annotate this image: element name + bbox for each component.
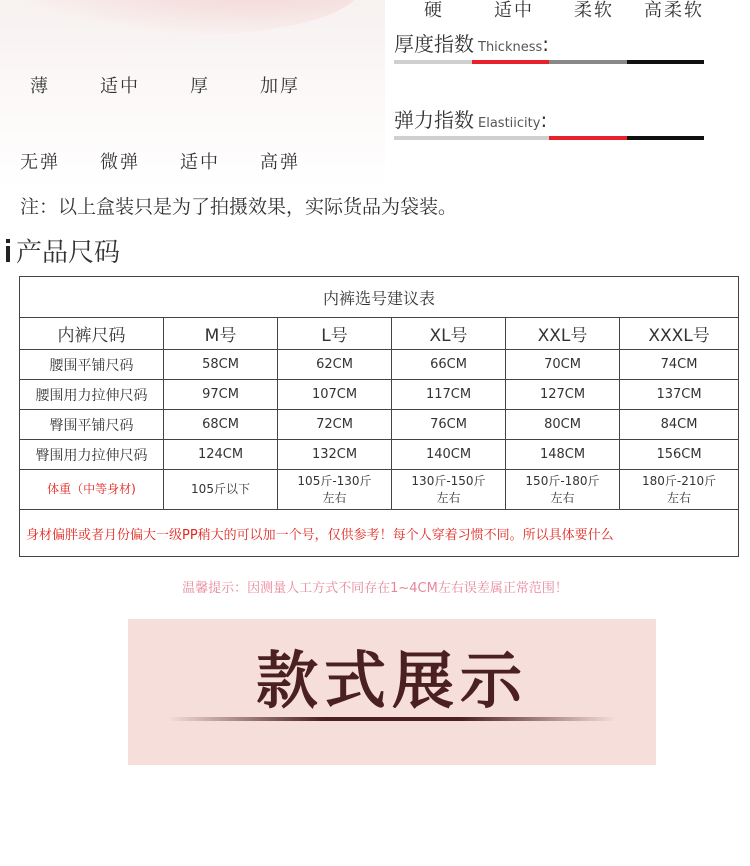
section-marker-icon [6, 239, 10, 262]
elasticity-level: 微弹 [100, 152, 140, 173]
weight-range: 105斤以下 [191, 482, 250, 496]
table-header-row [20, 318, 739, 350]
weight-range: 180斤-210斤 [641, 473, 717, 488]
table-cell: 97CM [164, 380, 278, 410]
softness-level: 高柔软 [644, 0, 704, 21]
packaging-note: 注：以上盒装只是为了拍摄效果，实际货品为袋装。 [20, 196, 458, 218]
softness-level: 柔软 [574, 0, 614, 21]
table-cell: 66CM [392, 350, 506, 380]
table-header: L号 [278, 318, 392, 350]
weight-approx: 左右 [667, 490, 692, 505]
size-table [19, 276, 739, 557]
table-cell: 127CM [506, 380, 620, 410]
table-row [20, 410, 739, 440]
weight-cell [506, 470, 620, 510]
table-cell: 58CM [164, 350, 278, 380]
table-cell: 72CM [278, 410, 392, 440]
table-cell: 80CM [506, 410, 620, 440]
weight-range: 150斤-180斤 [525, 473, 600, 488]
row-label: 臀围平铺尺码 [20, 410, 164, 440]
weight-row [20, 470, 739, 510]
section-title-text: 产品尺码 [16, 238, 121, 268]
table-header: 内裤尺码 [20, 318, 164, 350]
elasticity-title-cn: 弹力指数 [394, 108, 474, 132]
thickness-level: 加厚 [260, 76, 300, 97]
bar-segment-light [394, 136, 472, 140]
table-cell: 84CM [620, 410, 739, 440]
elasticity-title [394, 104, 547, 133]
table-header: XXL号 [506, 318, 620, 350]
table-row [20, 440, 739, 470]
table-row [20, 350, 739, 380]
thickness-colon: : [542, 32, 550, 56]
elasticity-levels [0, 148, 320, 174]
elasticity-bar [394, 136, 704, 140]
section-title [6, 232, 120, 269]
table-cell: 140CM [392, 440, 506, 470]
table-header: XL号 [392, 318, 506, 350]
weight-approx: 左右 [322, 490, 347, 505]
thickness-bar [394, 60, 704, 64]
size-advice-tip: 身材偏胖或者月份偏大一级PP稍大的可以加一个号，仅供参考！每个人穿着习惯不同。所以具体要什么 [20, 510, 739, 557]
bar-segment-black [627, 136, 705, 140]
softness-levels [394, 0, 714, 22]
bar-segment-red [472, 60, 550, 64]
bar-segment-black [627, 60, 705, 64]
product-photo-shape [20, 0, 360, 35]
banner-underline [168, 717, 616, 721]
table-header: M号 [164, 318, 278, 350]
thickness-level: 适中 [100, 76, 140, 97]
table-cell: 107CM [278, 380, 392, 410]
table-cell: 132CM [278, 440, 392, 470]
table-cell: 62CM [278, 350, 392, 380]
weight-approx: 左右 [436, 490, 461, 505]
thickness-title-cn: 厚度指数 [394, 32, 474, 56]
elasticity-level: 高弹 [260, 152, 300, 173]
thickness-levels [0, 72, 320, 98]
thickness-level: 厚 [190, 76, 210, 97]
measurement-warning: 温馨提示：因测量人工方式不同存在1~4CM左右误差属正常范围！ [182, 581, 568, 596]
weight-row-label: 体重（中等身材) [20, 470, 164, 510]
table-cell: 124CM [164, 440, 278, 470]
weight-cell [278, 470, 392, 510]
table-cell: 68CM [164, 410, 278, 440]
weight-approx: 左右 [550, 490, 575, 505]
softness-level: 硬 [424, 0, 444, 21]
row-label: 腰围平铺尺码 [20, 350, 164, 380]
table-row [20, 380, 739, 410]
weight-range: 105斤-130斤 [297, 473, 372, 488]
elasticity-level: 适中 [180, 152, 220, 173]
table-cell: 137CM [620, 380, 739, 410]
bar-segment-light [394, 60, 472, 64]
bar-segment-gray [549, 60, 627, 64]
thickness-level: 薄 [30, 76, 50, 97]
table-cell: 156CM [620, 440, 739, 470]
table-cell: 76CM [392, 410, 506, 440]
softness-level: 适中 [494, 0, 534, 21]
elasticity-title-en: Elastiicity [478, 116, 541, 131]
weight-range: 130斤-150斤 [411, 473, 486, 488]
table-cell: 70CM [506, 350, 620, 380]
bar-segment-light [472, 136, 550, 140]
thickness-title-en: Thickness [478, 40, 543, 55]
weight-cell [392, 470, 506, 510]
table-cell: 74CM [620, 350, 739, 380]
table-caption: 内裤选号建议表 [20, 277, 739, 318]
weight-cell [164, 470, 278, 510]
weight-cell [620, 470, 739, 510]
elasticity-level: 无弹 [20, 152, 60, 173]
row-label: 腰围用力拉伸尺码 [20, 380, 164, 410]
table-cell: 117CM [392, 380, 506, 410]
elasticity-colon: : [540, 108, 548, 132]
thickness-title [394, 28, 549, 57]
style-showcase-banner [128, 619, 656, 765]
row-label: 臀围用力拉伸尺码 [20, 440, 164, 470]
table-header: XXXL号 [620, 318, 739, 350]
banner-title: 款式展示 [255, 644, 528, 717]
table-cell: 148CM [506, 440, 620, 470]
bar-segment-red [549, 136, 627, 140]
